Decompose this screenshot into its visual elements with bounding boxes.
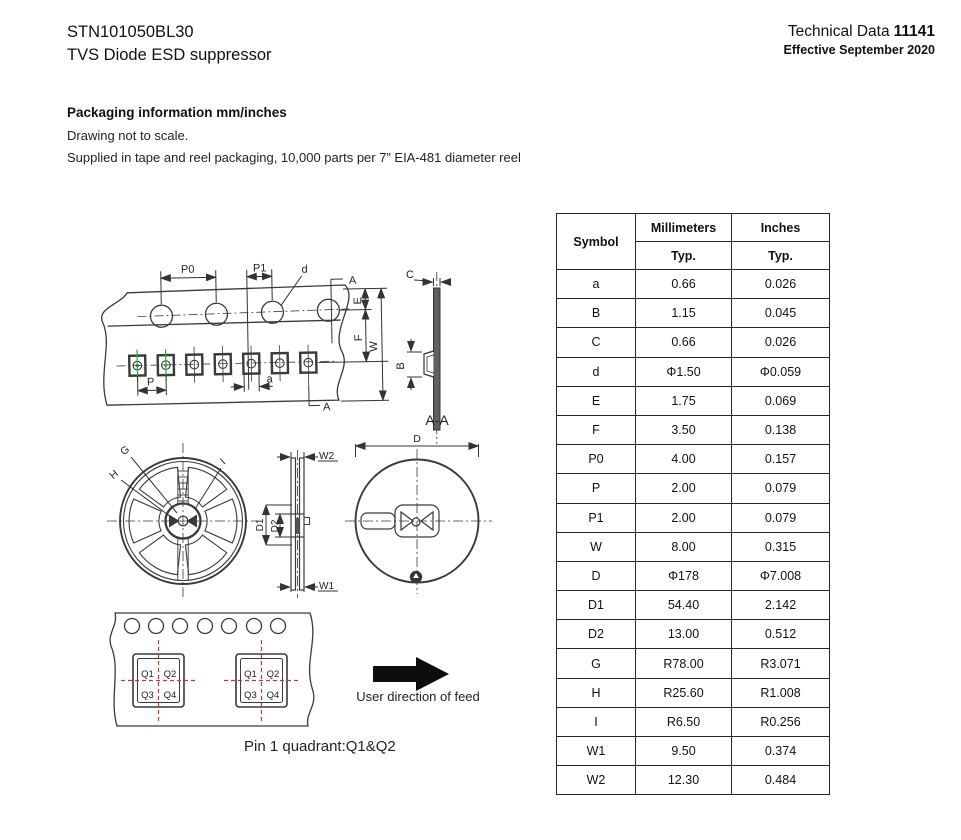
table-row [557,532,830,561]
table-row [557,386,830,415]
subheader-typ-inch: Typ. [732,242,830,270]
inch-cell: 0.138 [732,415,830,444]
mm-cell: 2.00 [636,474,732,503]
table-row [557,503,830,532]
pin1-quadrant-label: Pin 1 quadrant:Q1&Q2 [244,738,396,755]
mm-cell: 0.66 [636,270,732,299]
mm-cell: 1.15 [636,299,732,328]
table-row [557,620,830,649]
inch-cell: R0.256 [732,707,830,736]
symbol-cell: d [557,357,636,386]
label-i: I [218,456,229,468]
mm-cell: R25.60 [636,678,732,707]
table-row [557,270,830,299]
inch-cell: 0.045 [732,299,830,328]
feed-strip-drawing [110,613,480,755]
inch-cell: 0.315 [732,532,830,561]
mm-cell: 8.00 [636,532,732,561]
col-header-millimeters: Millimeters [636,214,732,242]
label-q2: Q2 [266,669,280,680]
mm-cell: Φ1.50 [636,357,732,386]
reel-front-view-drawing [107,443,259,598]
label-w1: W1 [319,581,334,592]
label-w: W [367,341,381,352]
label-g: G [118,443,133,458]
label-d-diameter: D [413,433,421,445]
doc-type: Technical Data [787,23,890,40]
inch-cell: 0.512 [732,620,830,649]
label-a-section-top: A [348,274,357,287]
mm-cell: 2.00 [636,503,732,532]
mm-cell: 13.00 [636,620,732,649]
inch-cell: 0.079 [732,503,830,532]
mm-cell: Φ178 [636,561,732,590]
label-d: d [301,263,308,276]
table-row [557,474,830,503]
table-row [557,678,830,707]
table-row [557,561,830,590]
label-q4: Q4 [163,690,177,701]
mm-cell: 12.30 [636,766,732,795]
table-row [557,591,830,620]
symbol-cell: C [557,328,636,357]
table-row [557,649,830,678]
inch-cell: 0.374 [732,737,830,766]
symbol-cell: P0 [557,445,636,474]
symbol-cell: P [557,474,636,503]
section-title: Packaging information mm/inches [67,105,287,120]
reel-side-view-drawing [255,450,338,598]
symbol-cell: F [557,415,636,444]
symbol-cell: B [557,299,636,328]
label-q3: Q3 [244,690,257,701]
mm-cell: 3.50 [636,415,732,444]
label-q1: Q1 [141,669,154,680]
mm-cell: 9.50 [636,737,732,766]
part-number: STN101050BL30 [67,23,194,41]
inch-cell: 2.142 [732,591,830,620]
tape-top-view-drawing [101,260,390,417]
effective-date: Effective September 2020 [783,43,935,57]
mm-cell: 54.40 [636,591,732,620]
label-e: E [352,296,365,305]
label-b: B [395,362,407,370]
doc-number: 11141 [893,23,935,40]
label-c: C [406,269,414,281]
label-f: F [352,334,365,342]
table-row [557,415,830,444]
label-a-dim: a [266,373,273,386]
col-header-inches: Inches [732,214,830,242]
table-row [557,357,830,386]
inch-cell: 0.026 [732,270,830,299]
subheader-typ-mm: Typ. [636,242,732,270]
table-row [557,766,830,795]
inch-cell: 0.069 [732,386,830,415]
section-aa-title: A-A [425,412,449,428]
feed-direction-label: User direction of feed [356,689,480,704]
table-row [557,707,830,736]
label-p1: P1 [252,262,267,275]
mm-cell: R6.50 [636,707,732,736]
inch-cell: Φ0.059 [732,357,830,386]
symbol-cell: G [557,649,636,678]
inch-cell: 0.026 [732,328,830,357]
symbol-cell: I [557,707,636,736]
symbol-cell: E [557,386,636,415]
label-h: H [107,467,121,482]
inch-cell: 0.079 [732,474,830,503]
note-supply: Supplied in tape and reel packaging, 10,000 parts per 7” EIA-481 diameter reel [67,150,521,165]
label-q3: Q3 [141,690,154,701]
table-row [557,445,830,474]
table-row [557,328,830,357]
product-subtitle: TVS Diode ESD suppressor [67,46,272,64]
label-q4: Q4 [266,690,280,701]
symbol-cell: D [557,561,636,590]
label-w2: W2 [319,451,334,462]
label-p: P [146,376,155,389]
label-p0: P0 [180,263,195,276]
inch-cell: 0.157 [732,445,830,474]
table-row [557,737,830,766]
dimension-table [556,213,830,795]
label-a-section-bottom: A [322,401,331,414]
symbol-cell: a [557,270,636,299]
reel-diameter-view-drawing [345,433,492,594]
inch-cell: 0.484 [732,766,830,795]
symbol-cell: D2 [557,620,636,649]
mm-cell: 1.75 [636,386,732,415]
symbol-cell: P1 [557,503,636,532]
label-q1: Q1 [244,669,257,680]
table-row [557,299,830,328]
symbol-cell: H [557,678,636,707]
label-d1: D1 [255,518,266,532]
note-drawing-scale: Drawing not to scale. [67,128,189,143]
col-header-symbol: Symbol [557,214,636,270]
mm-cell: 4.00 [636,445,732,474]
feed-direction-arrow-icon [373,657,449,691]
inch-cell: R3.071 [732,649,830,678]
symbol-cell: W [557,532,636,561]
label-q2: Q2 [163,669,177,680]
label-d2: D2 [270,519,281,533]
symbol-cell: W2 [557,766,636,795]
symbol-cell: W1 [557,737,636,766]
inch-cell: Φ7.008 [732,561,830,590]
mm-cell: R78.00 [636,649,732,678]
tape-section-view-drawing [395,269,451,444]
inch-cell: R1.008 [732,678,830,707]
mm-cell: 0.66 [636,328,732,357]
symbol-cell: D1 [557,591,636,620]
